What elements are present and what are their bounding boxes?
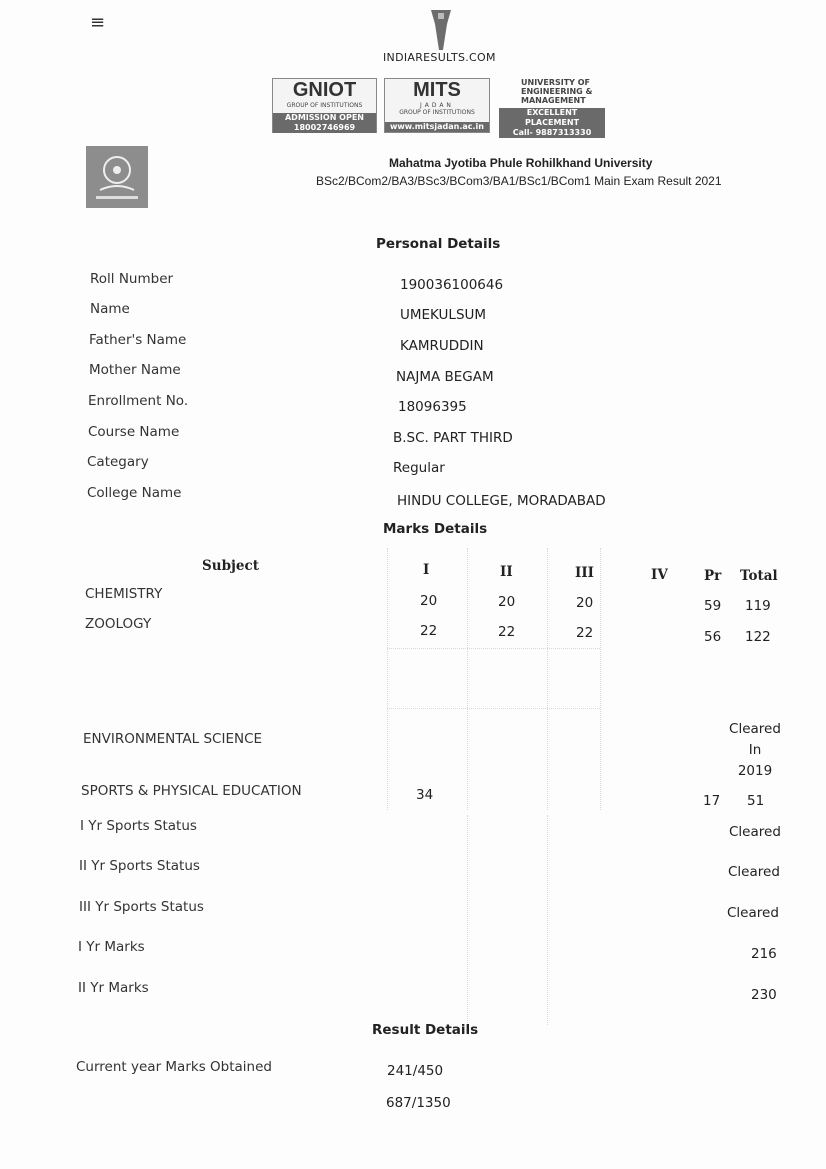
course-name-label: Course Name: [88, 424, 180, 440]
sports-paper-i: 34: [416, 787, 434, 803]
zoology-practical: 56: [704, 629, 722, 645]
personal-details-heading: Personal Details: [376, 236, 501, 252]
zoology-total: 122: [745, 629, 771, 645]
ad-title: UNIVERSITY OF ENGINEERING & MANAGEMENT: [521, 78, 593, 105]
iii-yr-sports-status-label: III Yr Sports Status: [79, 899, 204, 915]
i-yr-sports-status-label: I Yr Sports Status: [80, 818, 197, 834]
i-yr-marks-value: 216: [751, 946, 777, 962]
subject-environmental-science: ENVIRONMENTAL SCIENCE: [83, 731, 263, 747]
ad-banner-mits[interactable]: [384, 78, 490, 133]
subject-chemistry: CHEMISTRY: [85, 586, 163, 602]
col-header-iv: IV: [651, 567, 668, 583]
col-header-pr: Pr: [704, 568, 722, 584]
chemistry-paper-iii: 20: [576, 595, 594, 611]
marks-details-heading: Marks Details: [383, 521, 488, 537]
ad-subtitle: JADAN: [420, 102, 454, 109]
ii-yr-sports-status-value: Cleared: [728, 864, 780, 880]
col-header-ii: II: [500, 564, 513, 580]
ii-yr-marks-value: 230: [751, 987, 777, 1003]
result-details-heading: Result Details: [372, 1022, 479, 1038]
env-status-line1: Cleared: [729, 721, 781, 737]
ii-yr-marks-label: II Yr Marks: [78, 980, 149, 996]
chemistry-paper-ii: 20: [498, 594, 516, 610]
ii-yr-sports-status-label: II Yr Sports Status: [79, 858, 200, 874]
father-name-label: Father's Name: [89, 332, 187, 348]
site-name[interactable]: INDIARESULTS.COM: [383, 51, 496, 64]
ad-title: GNIOT: [292, 79, 357, 101]
roll-number-value: 190036100646: [400, 277, 504, 293]
ad-url: www.mitsjadan.ac.in: [385, 122, 489, 132]
chemistry-practical: 59: [704, 598, 722, 614]
course-name-value: B.SC. PART THIRD: [393, 430, 513, 446]
roll-number-label: Roll Number: [90, 271, 174, 287]
ad-phone: Call- 9887313330: [499, 128, 605, 138]
col-header-subject: Subject: [202, 558, 259, 574]
current-year-marks-label: Current year Marks Obtained: [76, 1059, 272, 1075]
col-header-i: I: [423, 562, 430, 578]
i-yr-sports-status-value: Cleared: [729, 824, 781, 840]
subject-zoology: ZOOLOGY: [85, 616, 152, 632]
ad-phone: 18002746969: [273, 123, 376, 133]
chemistry-paper-i: 20: [420, 593, 438, 609]
ad-text: EXCELLENT PLACEMENT: [499, 108, 605, 128]
zoology-paper-iii: 22: [576, 625, 594, 641]
ad-subtitle-2: GROUP OF INSTITUTIONS: [399, 109, 475, 116]
university-seal-icon: [86, 146, 148, 208]
mother-name-label: Mother Name: [89, 362, 181, 378]
i-yr-marks-label: I Yr Marks: [78, 939, 145, 955]
ad-banner-gniot[interactable]: [272, 78, 377, 133]
iii-yr-sports-status-value: Cleared: [727, 905, 779, 921]
chemistry-total: 119: [745, 598, 771, 614]
mother-name-value: NAJMA BEGAM: [396, 369, 494, 385]
name-value: UMEKULSUM: [400, 307, 487, 323]
env-status-line3: 2019: [737, 763, 773, 779]
college-name-label: College Name: [87, 485, 182, 501]
ad-banner-uem[interactable]: [499, 78, 605, 137]
current-year-marks-value: 241/450: [387, 1063, 444, 1079]
enrollment-value: 18096395: [398, 399, 467, 415]
menu-icon[interactable]: ≡: [90, 12, 106, 33]
enrollment-label: Enrollment No.: [88, 393, 189, 409]
ad-title: MITS: [413, 79, 461, 101]
father-name-value: KAMRUDDIN: [400, 338, 484, 354]
ad-text: ADMISSION OPEN: [273, 113, 376, 123]
name-label: Name: [90, 301, 130, 317]
sports-practical: 17: [703, 793, 721, 809]
university-name: Mahatma Jyotiba Phule Rohilkhand University: [389, 156, 653, 170]
category-label: Categary: [87, 454, 149, 470]
subject-sports: SPORTS & PHYSICAL EDUCATION: [81, 783, 302, 799]
exam-title: BSc2/BCom2/BA3/BSc3/BCom3/BA1/BSc1/BCom1 Main Exam Result 2021: [316, 174, 722, 188]
sports-total: 51: [747, 793, 765, 809]
zoology-paper-i: 22: [420, 623, 438, 639]
col-header-iii: III: [575, 565, 594, 581]
col-header-total: Total: [740, 568, 778, 584]
college-name-value: HINDU COLLEGE, MORADABAD: [397, 493, 606, 509]
ad-subtitle: GROUP OF INSTITUTIONS: [286, 102, 363, 109]
category-value: Regular: [393, 460, 445, 476]
aggregate-marks-value: 687/1350: [386, 1095, 451, 1111]
env-status-line2: In: [748, 742, 762, 758]
site-logo[interactable]: [429, 10, 453, 50]
zoology-paper-ii: 22: [498, 624, 516, 640]
